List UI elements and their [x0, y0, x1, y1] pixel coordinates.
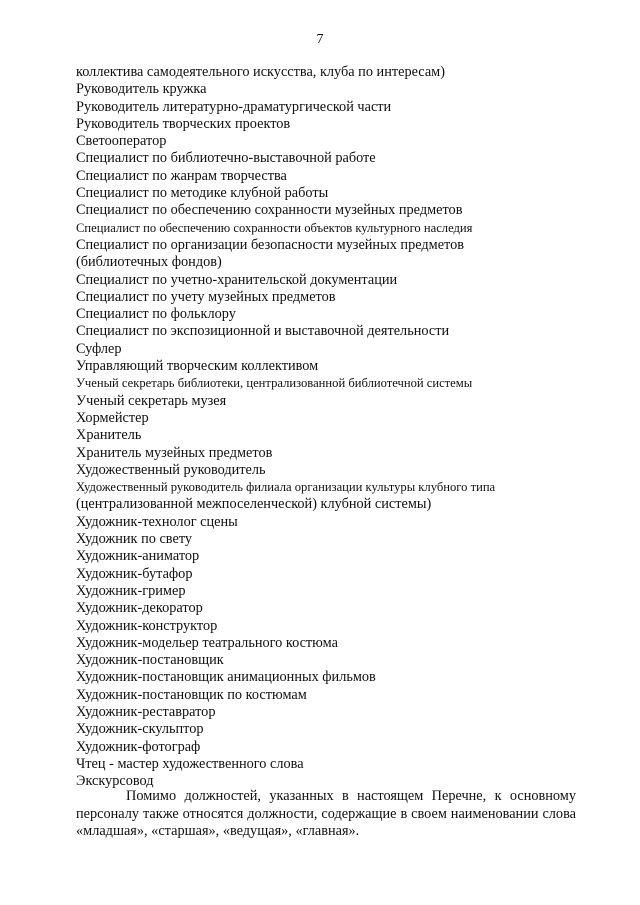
- list-item: Руководитель литературно-драматургической части: [76, 98, 392, 115]
- list-item: Специалист по библиотечно-выставочной работе: [76, 150, 376, 167]
- list-item: Ученый секретарь музея: [76, 392, 227, 409]
- position-list: [76, 64, 576, 790]
- list-item: Специалист по организации безопасности музейных предметов: [76, 236, 464, 253]
- list-item: Художник-скульптор: [76, 721, 204, 738]
- list-item: Художник-постановщик анимационных фильмов: [76, 669, 376, 686]
- page-number: 7: [316, 32, 324, 47]
- list-item: Художник-гример: [76, 582, 186, 599]
- list-item: Руководитель творческих проектов: [76, 115, 291, 132]
- list-item: Художественный руководитель: [76, 461, 266, 478]
- list-item: Хранитель: [76, 427, 142, 444]
- list-item: Специалист по экспозиционной и выставочной деятельности: [76, 323, 450, 340]
- list-item: Экскурсовод: [76, 773, 154, 790]
- list-item: Художник-декоратор: [76, 600, 203, 617]
- list-item: Специалист по методике клубной работы: [76, 185, 329, 202]
- list-item: Художник-постановщик: [76, 652, 224, 669]
- list-item: Художник-аниматор: [76, 548, 200, 565]
- list-item: Суфлер: [76, 340, 122, 357]
- list-item: Художник-бутафор: [76, 565, 193, 582]
- list-item: Художественный руководитель филиала организации культуры клубного типа: [76, 480, 496, 495]
- closing-paragraph: Помимо должностей, указанных в настоящем Перечне, к основному персоналу также относятся должности, содержащие в своем наименовании слова «младшая», «старшая», «ведущая», «главная».: [76, 788, 576, 839]
- list-item: Светооператор: [76, 133, 167, 150]
- list-item: Хормейстер: [76, 409, 149, 426]
- list-item: (централизованной межпоселенческой) клубной системы): [76, 496, 432, 513]
- list-item: Управляющий творческим коллективом: [76, 358, 319, 375]
- list-item: Хранитель музейных предметов: [76, 444, 273, 461]
- list-item: Чтец - мастер художественного слова: [76, 755, 304, 772]
- list-item: (библиотечных фондов): [76, 254, 222, 271]
- list-item: Художник-реставратор: [76, 703, 216, 720]
- list-item: коллектива самодеятельного искусства, клуба по интересам): [76, 64, 445, 80]
- list-item: Специалист по обеспечению сохранности объектов культурного наследия: [76, 220, 473, 235]
- list-item: Специалист по учету музейных предметов: [76, 288, 336, 305]
- list-item: Художник-технолог сцены: [76, 513, 238, 530]
- list-item: Художник-фотограф: [76, 738, 201, 755]
- list-item: Специалист по фольклору: [76, 306, 236, 323]
- list-item: Художник-постановщик по костюмам: [76, 686, 307, 703]
- list-item: Специалист по учетно-хранительской документации: [76, 271, 398, 288]
- list-item: Художник по свету: [76, 531, 193, 548]
- list-item: Художник-модельер театрального костюма: [76, 634, 338, 651]
- list-item: Руководитель кружка: [76, 81, 207, 98]
- list-item: Ученый секретарь библиотеки, централизованной библиотечной системы: [76, 376, 473, 391]
- list-item: Специалист по обеспечению сохранности музейных предметов: [76, 202, 463, 219]
- list-item: Художник-конструктор: [76, 617, 218, 634]
- list-item: Специалист по жанрам творчества: [76, 167, 287, 184]
